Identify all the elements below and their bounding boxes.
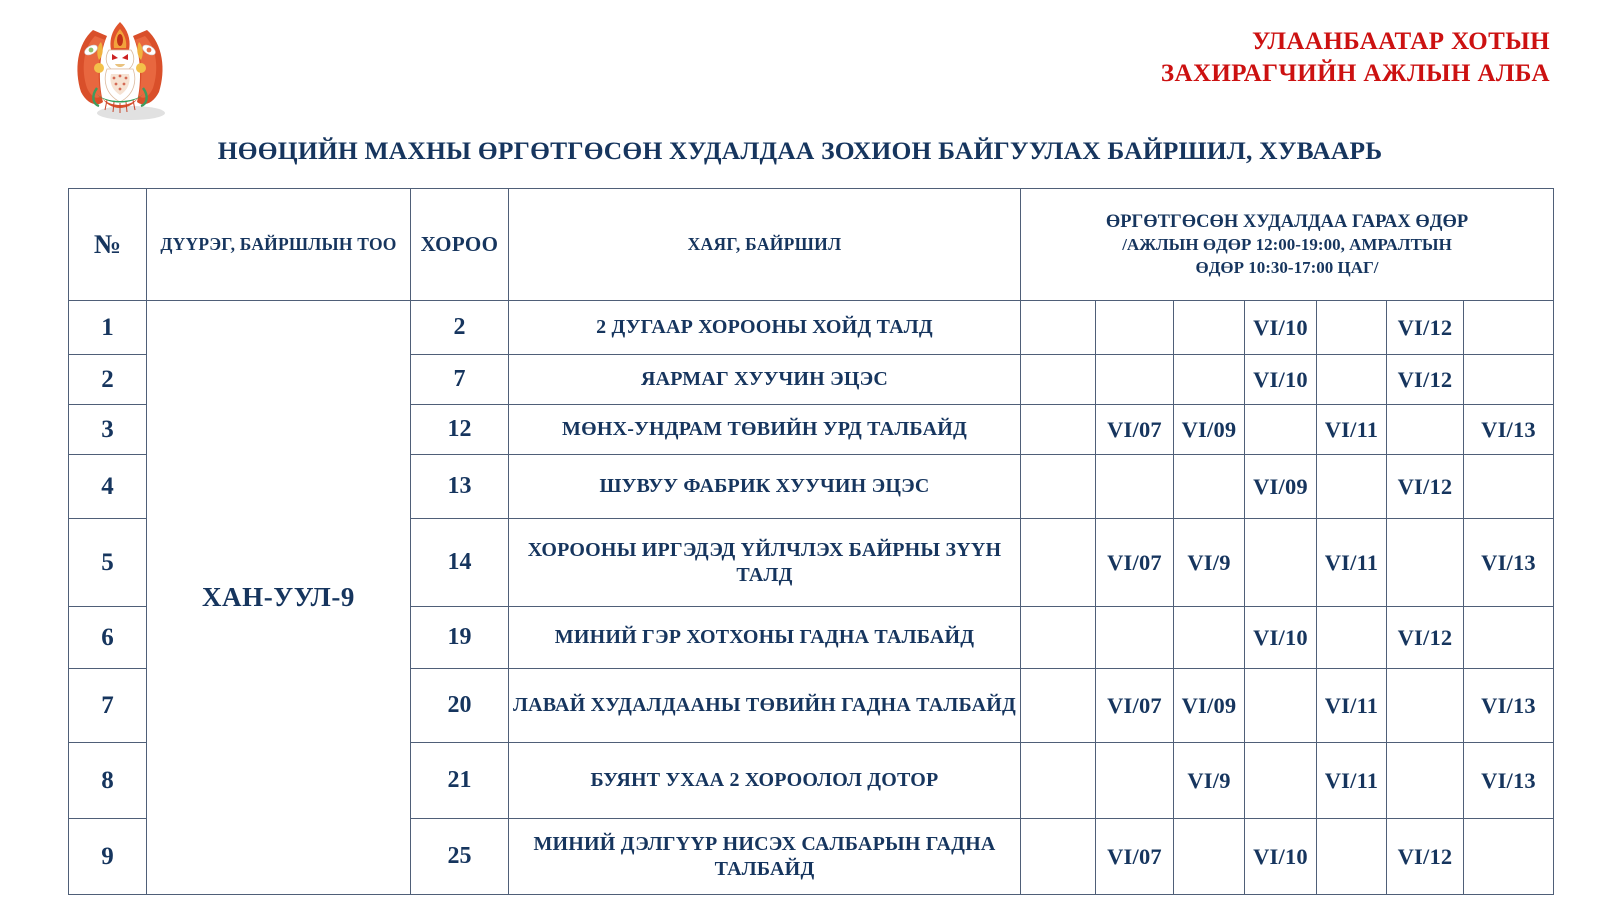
khoroo-cell: 14 — [411, 519, 509, 607]
day-cell: VI/10 — [1245, 301, 1317, 355]
day-cell — [1464, 607, 1554, 669]
column-header-district: ДҮҮРЭГ, БАЙРШЛЫН ТОО — [147, 189, 411, 301]
day-cell — [1021, 607, 1096, 669]
day-cell: VI/09 — [1245, 455, 1317, 519]
column-header-no: № — [69, 189, 147, 301]
row-number: 5 — [69, 519, 147, 607]
day-cell — [1096, 743, 1174, 819]
ulaanbaatar-city-emblem-icon — [57, 12, 183, 124]
day-cell: VI/10 — [1245, 819, 1317, 895]
day-cell: VI/12 — [1387, 455, 1464, 519]
day-cell — [1245, 405, 1317, 455]
khoroo-cell: 19 — [411, 607, 509, 669]
day-cell — [1021, 301, 1096, 355]
address-cell: МИНИЙ ДЭЛГҮҮР НИСЭХ САЛБАРЫН ГАДНА ТАЛБАЙД — [509, 819, 1021, 895]
day-cell: VI/07 — [1096, 669, 1174, 743]
khoroo-cell: 7 — [411, 355, 509, 405]
row-number: 7 — [69, 669, 147, 743]
day-cell — [1174, 455, 1245, 519]
day-cell: VI/13 — [1464, 669, 1554, 743]
row-number: 3 — [69, 405, 147, 455]
trading-days-line1: ӨРГӨТГӨСӨН ХУДАЛДАА ГАРАХ ӨДӨР — [1105, 211, 1469, 232]
day-cell — [1021, 743, 1096, 819]
day-cell: VI/9 — [1174, 519, 1245, 607]
day-cell: VI/13 — [1464, 519, 1554, 607]
day-cell: VI/07 — [1096, 819, 1174, 895]
day-cell — [1317, 355, 1387, 405]
header-row — [69, 189, 1554, 301]
day-cell: VI/10 — [1245, 355, 1317, 405]
day-cell — [1387, 519, 1464, 607]
day-cell — [1387, 669, 1464, 743]
day-cell: VI/11 — [1317, 743, 1387, 819]
day-cell: VI/13 — [1464, 743, 1554, 819]
day-cell: VI/09 — [1174, 405, 1245, 455]
khoroo-cell: 2 — [411, 301, 509, 355]
khoroo-cell: 13 — [411, 455, 509, 519]
row-number: 4 — [69, 455, 147, 519]
day-cell — [1317, 455, 1387, 519]
day-cell — [1245, 519, 1317, 607]
day-cell — [1096, 355, 1174, 405]
day-cell: VI/07 — [1096, 519, 1174, 607]
day-cell: VI/10 — [1245, 607, 1317, 669]
organization-title-line1: УЛААНБААТАР ХОТЫН — [1251, 28, 1550, 55]
khoroo-cell: 25 — [411, 819, 509, 895]
day-cell — [1021, 519, 1096, 607]
day-cell: VI/12 — [1387, 607, 1464, 669]
address-cell: 2 ДУГААР ХОРООНЫ ХОЙД ТАЛД — [509, 301, 1021, 355]
row-number: 9 — [69, 819, 147, 895]
day-cell — [1174, 819, 1245, 895]
trading-days-line3: ӨДӨР 10:30-17:00 ЦАГ/ — [1195, 257, 1379, 277]
page-header — [0, 0, 1600, 128]
day-cell — [1096, 607, 1174, 669]
day-cell — [1096, 301, 1174, 355]
row-number: 6 — [69, 607, 147, 669]
day-cell — [1021, 405, 1096, 455]
day-cell: VI/07 — [1096, 405, 1174, 455]
day-cell — [1387, 743, 1464, 819]
organization-title — [1161, 26, 1550, 90]
table-row — [69, 301, 1554, 355]
row-number: 2 — [69, 355, 147, 405]
column-header-khoroo: ХОРОО — [411, 189, 509, 301]
day-cell — [1387, 405, 1464, 455]
address-cell: ШУВУУ ФАБРИК ХУУЧИН ЭЦЭС — [509, 455, 1021, 519]
day-cell — [1317, 819, 1387, 895]
day-cell — [1021, 669, 1096, 743]
schedule-table-wrapper — [68, 188, 1553, 895]
day-cell: VI/12 — [1387, 301, 1464, 355]
day-cell — [1096, 455, 1174, 519]
row-number: 1 — [69, 301, 147, 355]
day-cell — [1245, 669, 1317, 743]
day-cell: VI/13 — [1464, 405, 1554, 455]
day-cell — [1174, 301, 1245, 355]
day-cell — [1464, 819, 1554, 895]
trading-days-line2: /АЖЛЫН ӨДӨР 12:00-19:00, АМРАЛТЫН — [1122, 235, 1452, 255]
day-cell: VI/9 — [1174, 743, 1245, 819]
table-header — [69, 189, 1554, 301]
day-cell: VI/11 — [1317, 669, 1387, 743]
page-title: НӨӨЦИЙН МАХНЫ ӨРГӨТГӨСӨН ХУДАЛДАА ЗОХИОН БАЙГУУЛАХ БАЙРШИЛ, ХУВААРЬ — [217, 136, 1383, 165]
day-cell — [1021, 355, 1096, 405]
address-cell: БУЯНТ УХАА 2 ХОРООЛОЛ ДОТОР — [509, 743, 1021, 819]
day-cell: VI/09 — [1174, 669, 1245, 743]
address-cell: МИНИЙ ГЭР ХОТХОНЫ ГАДНА ТАЛБАЙД — [509, 607, 1021, 669]
day-cell: VI/11 — [1317, 405, 1387, 455]
address-cell: ХОРООНЫ ИРГЭДЭД ҮЙЛЧЛЭХ БАЙРНЫ ЗҮҮН ТАЛД — [509, 519, 1021, 607]
address-cell: ЛАВАЙ ХУДАЛДААНЫ ТӨВИЙН ГАДНА ТАЛБАЙД — [509, 669, 1021, 743]
day-cell — [1021, 819, 1096, 895]
column-header-address: ХАЯГ, БАЙРШИЛ — [509, 189, 1021, 301]
day-cell — [1464, 301, 1554, 355]
column-header-trading-days — [1021, 189, 1554, 301]
day-cell — [1174, 355, 1245, 405]
khoroo-cell: 12 — [411, 405, 509, 455]
day-cell — [1317, 301, 1387, 355]
table-body — [69, 301, 1554, 895]
address-cell: МӨНХ-УНДРАМ ТӨВИЙН УРД ТАЛБАЙД — [509, 405, 1021, 455]
khoroo-cell: 20 — [411, 669, 509, 743]
district-cell: ХАН-УУЛ-9 — [147, 301, 411, 895]
khoroo-cell: 21 — [411, 743, 509, 819]
day-cell — [1317, 607, 1387, 669]
day-cell — [1174, 607, 1245, 669]
day-cell — [1021, 455, 1096, 519]
day-cell — [1464, 455, 1554, 519]
day-cell: VI/11 — [1317, 519, 1387, 607]
organization-title-line2: ЗАХИРАГЧИЙН АЖЛЫН АЛБА — [1160, 60, 1550, 87]
row-number: 8 — [69, 743, 147, 819]
day-cell — [1245, 743, 1317, 819]
day-cell — [1464, 355, 1554, 405]
day-cell: VI/12 — [1387, 819, 1464, 895]
schedule-table — [68, 188, 1554, 895]
address-cell: ЯАРМАГ ХУУЧИН ЭЦЭС — [509, 355, 1021, 405]
day-cell: VI/12 — [1387, 355, 1464, 405]
